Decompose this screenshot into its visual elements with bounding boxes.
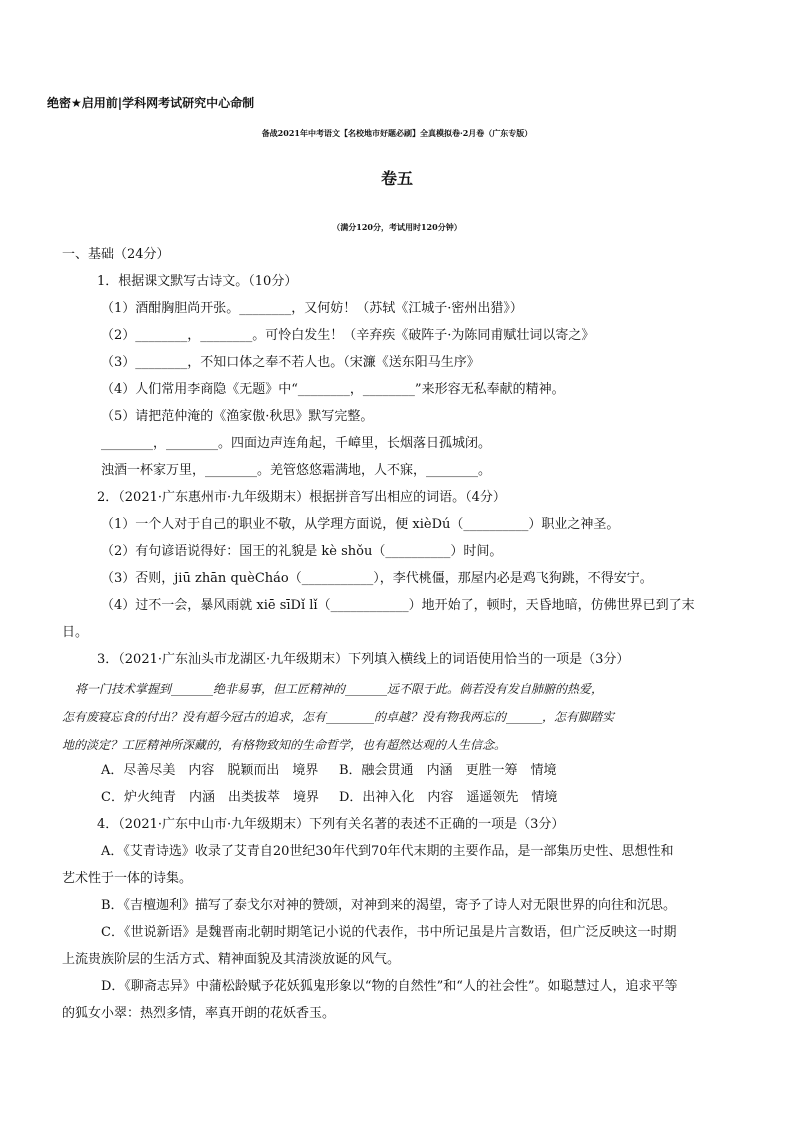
question-1-stem: 1．根据课文默写古诗文。（10分）: [97, 274, 298, 289]
exam-meta: （满分120分，考试用时120分钟）: [332, 222, 462, 232]
option-c: C．炉火纯青 内涵 出类拔萃 境界: [101, 790, 319, 805]
option-d: D．出神入化 内容 遥遥领先 情境: [339, 790, 558, 805]
question-1-item-1: （1）酒酣胸胆尚开张。________，又何妨！（苏轼《江城子·密州出猎》）: [101, 301, 523, 316]
question-3-options-row-1: [101, 762, 557, 780]
question-4-option-a-line-1: A．《艾青诗选》收录了艾青自20世纪30年代到70年代末期的主要作品，是一部集历史性、思想性和: [101, 844, 674, 859]
question-2-item-1: （1）一个人对于自己的职业不敬，从学理方面说，便 xièDú（__________）职业之神圣。: [101, 517, 620, 532]
question-4-stem: 4．（2021·广东中山市·九年级期末）下列有关名著的表述不正确的一项是（3分）: [97, 817, 565, 832]
question-3-passage-line-3: 地的淡定？工匠精神所深藏的，有格物致知的生命哲学，也有超然达观的人生信念。: [62, 738, 507, 752]
question-4-option-c-line-1: C．《世说新语》是魏晋南北朝时期笔记小说的代表作，书中所记虽是片言数语，但广泛反映这一时期: [101, 925, 677, 940]
question-1-item-5: （5）请把范仲淹的《渔家傲·秋思》默写完整。: [101, 409, 374, 424]
question-3-passage-line-2: 怎有废寝忘食的付出？没有超今冠古的追求，怎有________的卓越？没有物我两忘的______，怎有脚踏实: [62, 710, 615, 724]
question-1-item-2: （2）________，________。可怜白发生！（辛弃疾《破阵子·为陈同甫赋壮词以寄之》: [101, 328, 595, 343]
option-b: B．融会贯通 内涵 更胜一筹 情境: [339, 763, 557, 778]
question-3-passage-line-1: 将一门技术掌握到_______绝非易事，但工匠精神的_______远不限于此。倘若没有发自肺腑的热爱，: [75, 682, 604, 696]
confidential-notice: 绝密★启用前|学科网考试研究中心命制: [47, 96, 255, 110]
question-1-item-5-line-2: 浊酒一杯家万里，________。羌管悠悠霜满地，人不寐，________。: [101, 463, 492, 478]
exam-title: 备战2021年中考语文【名校地市好题必刷】全真模拟卷·2月卷（广东专版）: [261, 128, 533, 138]
question-4-option-b: B．《吉檀迦利》描写了泰戈尔对神的赞颂，对神到来的渴望，寄予了诗人对无限世界的向往和沉思。: [101, 898, 677, 913]
question-1-item-5-line-1: ________，________。四面边声连角起，千嶂里，长烟落日孤城闭。: [101, 436, 492, 451]
question-3-options-row-2: [101, 789, 557, 807]
question-2-item-4-line-1: （4）过不一会，暴风雨就 xiē sīDǐ lǐ（____________）地开始了，顿时，天昏地暗，仿佛世界已到了末: [101, 598, 695, 613]
question-4-option-c-line-2: 上流贵族阶层的生活方式、精神面貌及其清淡放诞的风气。: [62, 952, 401, 967]
question-4-option-a-line-2: 艺术性于一体的诗集。: [62, 871, 193, 886]
option-a: A．尽善尽美 内容 脱颖而出 境界: [101, 763, 319, 778]
question-3-stem: 3．（2021·广东汕头市龙湖区·九年级期末）下列填入横线上的词语使用恰当的一项是（3分）: [97, 652, 630, 667]
section-heading: 一、基础（24分）: [62, 247, 170, 262]
question-1-item-3: （3）________，不知口体之奉不若人也。（宋濂《送东阳马生序》: [101, 355, 480, 370]
question-2-item-4-line-2: 日。: [62, 625, 89, 640]
question-1-item-4: （4）人们常用李商隐《无题》中“________，________”来形容无私奉献的精神。: [101, 382, 565, 397]
question-2-item-2: （2）有句谚语说得好：国王的礼貌是 kè shǒu（__________）时间。: [101, 544, 503, 559]
question-2-stem: 2．（2021·广东惠州市·九年级期末）根据拼音写出相应的词语。（4分）: [97, 490, 506, 505]
question-4-option-d-line-2: 的狐女小翠：热烈多情，率真开朗的花妖香玉。: [62, 1006, 336, 1021]
question-2-item-3: （3）否则，jiū zhān quèCháo（___________），李代桃僵，那屋内必是鸡飞狗跳，不得安宁。: [101, 571, 653, 586]
paper-number: 卷五: [380, 169, 413, 188]
question-4-option-d-line-1: D．《聊斋志异》中蒲松龄赋予花妖狐鬼形象以“物的自然性”和“人的社会性”。如聪慧过人，追求平等: [101, 979, 678, 994]
